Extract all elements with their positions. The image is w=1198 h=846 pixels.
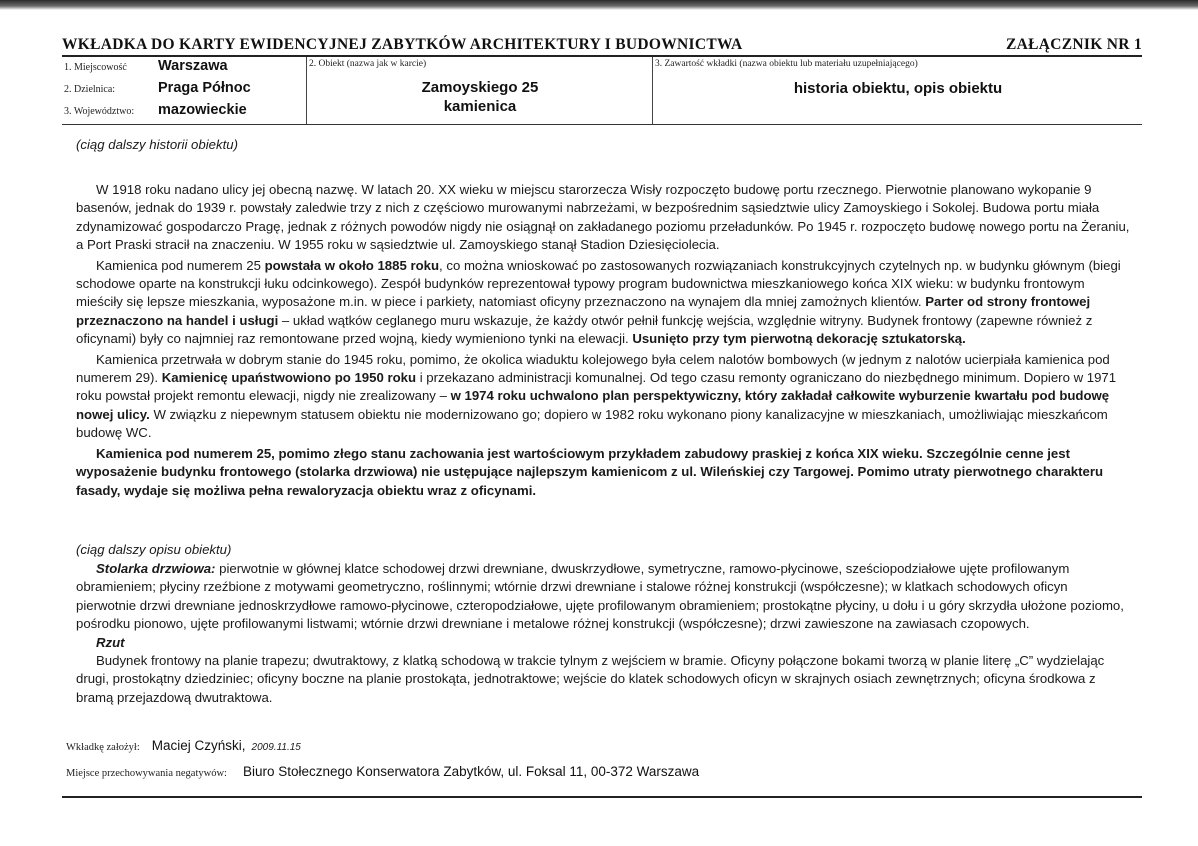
object-name (308, 78, 652, 116)
bold-span: powstała w około 1885 roku (264, 257, 440, 273)
field-wojewodztwo (62, 102, 247, 122)
history-text (76, 181, 1130, 500)
field-value: Warszawa (158, 58, 228, 74)
bold-span: Parter od strony frontowej przeznaczono na handel i usługi (76, 294, 1091, 328)
author-date: 2009.11.15 (251, 742, 301, 753)
rzut-paragraph: Budynek frontowy na planie trapezu; dwutraktowy, z klatką schodową w trakcie tylnym z wejściem w bramie. Oficyny połączone bokami tworzą w planie literę „C” wydzielając drugi, prostokątny dziedziniec; oficyny boczne na planie prostokąta, jednotraktowe; wejście do klatek schodowych oficyn w skrajnych osiach zewnętrznych; oficyna środkowa z bramą przejazdową dwutraktowa. (76, 653, 1105, 705)
column-separator (652, 57, 653, 124)
history-heading: (ciąg dalszy historii obiektu) (76, 137, 238, 152)
stolarka-title: Stolarka drzwiowa: (96, 561, 216, 576)
column-separator (306, 57, 307, 124)
author-label: Wkładkę założył: (66, 742, 140, 753)
author-name: Maciej Czyński, (151, 738, 246, 753)
bold-span: Usunięto przy tym pierwotną dekorację sztukatorską. (632, 331, 966, 347)
rzut-title: Rzut (96, 634, 125, 650)
text-span: – układ wątków ceglanego muru wskazuje, że każdy otwór pełnił funkcję wejścia, względnie witryny. Budynek frontowy (zapewne również z oficynami) były co najmniej raz remontowane przed wojną, kiedy wymieniono tynki na elewacji. (76, 312, 1093, 347)
description-heading: (ciąg dalszy opisu obiektu) (76, 542, 232, 557)
field-label: 3. Województwo: (64, 106, 135, 117)
object-label: 2. Obiekt (nazwa jak w karcie) (309, 59, 427, 69)
text-span: Kamienica przetrwała w dobrym stanie do 1945 roku, pomimo, że okolica wiaduktu kolejowego była celem nalotów bombowych (w jednym z nalotów ucierpiała kamienica pod numerem 29). (76, 351, 1110, 386)
bold-span: Kamienica pod numerem 25, pomimo złego stanu zachowania jest wartościowym przykładem zabudowy praskiej z końca XIX wieku. Szczególnie cenne jest wyposażenie budynku frontowego (stolarka drzwiowa) nie ustępujące najlepszym kamienicom z ul. Wileńskiej czy Targowej. Pomimo utraty pierwotnego charakteru fasady, wydaje się możliwa pełna rewaloryzacja obiektu wraz z oficynami. (76, 445, 1104, 498)
text-span: i przekazano administracji komunalnej. Od tego czasu remonty ograniczano do niezbędnego minimum. Dopiero w 1971 roku powstał projekt remontu elewacji, nigdy nie zrealizowany – (76, 370, 1117, 404)
object-type: kamienica (443, 98, 517, 115)
text-span: , co można wnioskować po zastosowanych rozwiązaniach konstrukcyjnych czytelnych np. w budynku głównym (biegi schodowe oparte na konstrukcji łuku odcinkowego). Zespół budynków reprezentował typowy program budownictwa mieszkaniowego końca XIX wieku: w budynku frontowym mieściły się lepsze mieszkania, wyposażone m.in. w piece i parkiety, natomiast oficyny przeznaczono na wynajem dla mniej zamożnych klientów. (76, 257, 1121, 310)
rzut-title-line (76, 634, 1124, 652)
footer-rule (62, 796, 1142, 798)
storage-location: Biuro Stołecznego Konserwatora Zabytków, ul. Foksal 11, 00-372 Warszawa (242, 764, 700, 779)
scan-edge (0, 0, 1198, 10)
field-miejscowosc (62, 58, 228, 78)
footer-storage (66, 764, 699, 779)
stolarka-paragraph (76, 560, 1124, 634)
history-paragraph-1: W 1918 roku nadano ulicy jej obecną nazwę. W latach 20. XX wieku w miejscu starorzecza Wisły rozpoczęto budowę portu rzecznego. Pierwotnie planowano wykopanie 9 basenów, jednak do 1939 r. powstały zaledwie trzy z nich z częściowo murowanymi nabrzeżami, w bezpośrednim sąsiedztwie ulicy Zamoyskiego i Sokolej. Budowa portu miała zdynamizować gospodarczo Pragę, jednak z różnych powodów nigdy nie osiągnął on zakładanego poziomu przeładunków. Po 1945 r. rozpoczęto budowę nowego portu na Żeraniu, a Port Praski stracił na znaczeniu. W 1955 roku w sąsiedztwie ul. Zamoyskiego stanął Stadion Dziesięciolecia. (76, 182, 1130, 253)
bold-span: Kamienicę upaństwowiono po 1950 roku (161, 370, 417, 386)
field-value: mazowieckie (158, 102, 247, 118)
field-label: 2. Dzielnica: (64, 84, 116, 95)
history-paragraph-3 (76, 351, 1130, 443)
object-address: Zamoyskiego 25 (421, 79, 539, 96)
content-label: 3. Zawartość wkładki (nazwa obiektu lub materiału uzupełniającego) (655, 59, 918, 69)
field-dzielnica (62, 80, 251, 100)
field-label: 1. Miejscowość (64, 62, 127, 73)
bold-span: w 1974 roku uchwalono plan perspektywiczny, który zakładał całkowite wyburzenie kwartału pod budowę nowej ulicy. (76, 388, 1110, 422)
attachment-number: ZAŁĄCZNIK NR 1 (1006, 36, 1142, 53)
text-span: W związku z niepewnym statusem obiektu nie modernizowano go; dopiero w 1982 roku wykonano piony kanalizacyjne w mieszkaniach, umożliwiając mieszkańcom budowę WC. (76, 406, 1108, 441)
storage-label: Miejsce przechowywania negatywów: (66, 768, 227, 779)
info-table (62, 57, 1142, 125)
document-title: WKŁADKA DO KARTY EWIDENCYJNEJ ZABYTKÓW ARCHITEKTURY I BUDOWNICTWA (62, 36, 743, 53)
header (62, 36, 1142, 54)
text-span: Kamienica pod numerem 25 (96, 257, 265, 273)
history-paragraph-2 (76, 257, 1130, 349)
text-span: pierwotnie w głównej klatce schodowej drzwi drewniane, dwuskrzydłowe, symetryczne, ramowo-płycinowe, sześciopodziałowe ujęte profilowanym obramieniem; płyciny rzeźbione z motywami geometryczno, roślinnymi; wtórnie drzwi drewniane i stalowe różnej konstrukcji (współczesne); w klatkach schodowych oficyn pierwotnie drzwi drewniane jednoskrzydłowe ramowo-płycinowe, czteropodziałowe, ujęte profilowanym obramieniem; prostokątne płyciny, u dołu i u góry skrzydła ułożone poziomo, pośrodku pionowo, ujęte profilowanymi listwami; wtórnie drzwi drewniane i metalowe różnej konstrukcji (współczesne); drzwi zawieszone na zawiasach czopowych. (76, 561, 1124, 632)
history-paragraph-4 (76, 445, 1130, 500)
content-value: historia obiektu, opis obiektu (793, 80, 1003, 97)
description-text (76, 560, 1124, 707)
footer-author (66, 738, 301, 753)
field-value: Praga Północ (158, 80, 251, 96)
